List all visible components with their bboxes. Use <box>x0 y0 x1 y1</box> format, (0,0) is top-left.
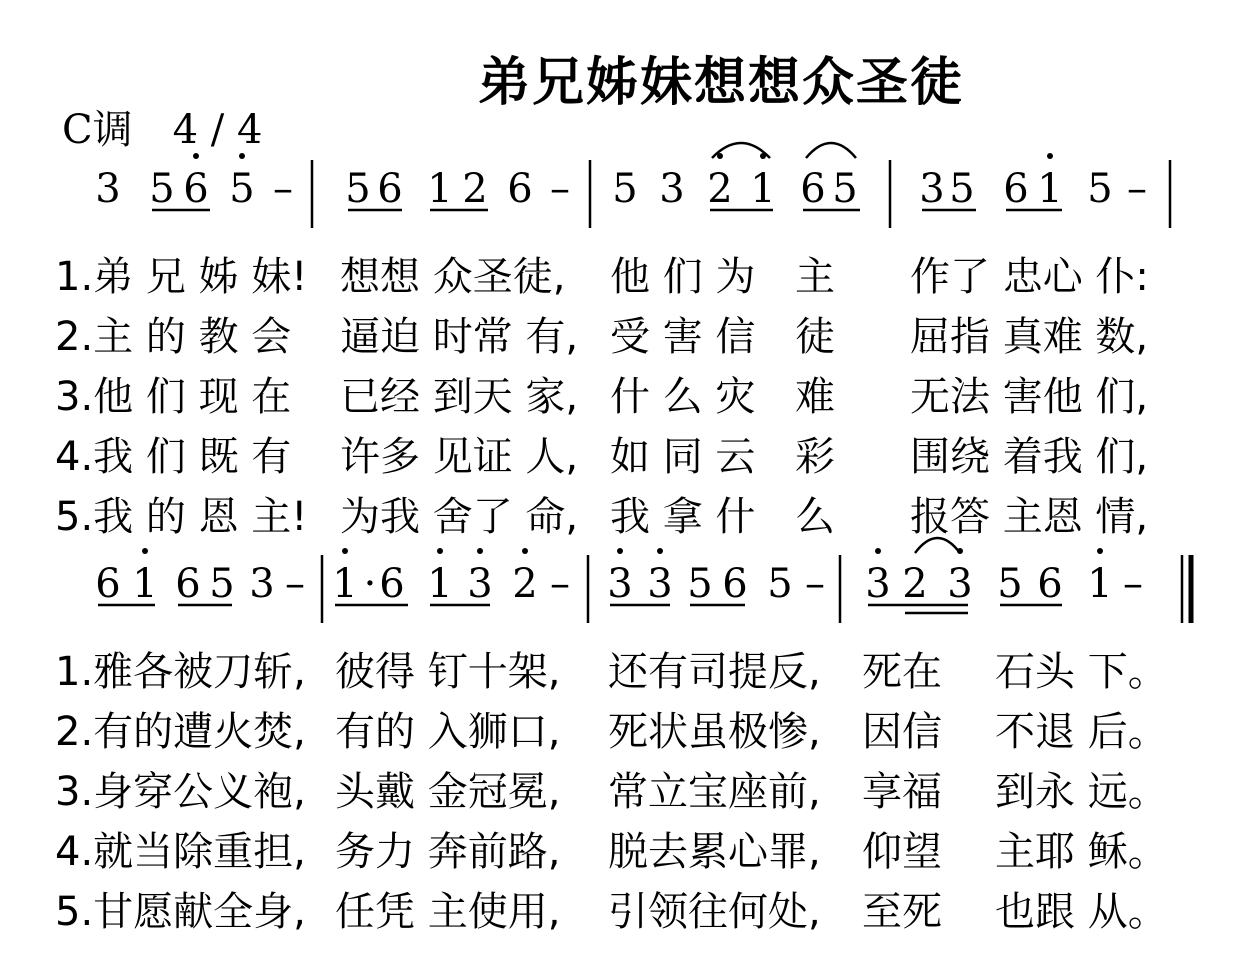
key-signature <box>62 98 262 155</box>
dash-extension: – <box>805 561 825 607</box>
song-title: 弟兄姊妹想想众圣徒 <box>478 53 965 113</box>
lyric-phrase: 已经 到天 家, <box>340 374 579 420</box>
octave-dot-high <box>1097 548 1103 554</box>
lyric-phrase: 想想 众圣徒, <box>340 254 566 300</box>
dash-extension: – <box>550 561 570 607</box>
lyric-phrase: 作了 忠心 仆: <box>910 254 1149 300</box>
lyric-phrase: 也跟 从。 <box>995 889 1168 935</box>
note: 6 <box>1003 166 1029 212</box>
octave-dot-high <box>1047 153 1053 159</box>
note: 5 <box>1087 166 1113 212</box>
note: 3 <box>659 166 685 212</box>
lyric-phrase: 到永 远。 <box>995 769 1168 815</box>
lyric-phrase: 我 拿 什 <box>610 494 756 540</box>
note: 6 <box>507 166 533 212</box>
note: 5 <box>767 561 793 607</box>
octave-dot-high <box>477 548 483 554</box>
lyric-phrase: 彼得 钉十架, <box>335 649 561 695</box>
note: 5 <box>345 166 371 212</box>
lyric-phrase: 为我 舍了 命, <box>340 494 579 540</box>
note: 5 <box>149 166 175 212</box>
lyric-phrase: 报答 主恩 情, <box>910 494 1149 540</box>
lyric-phrase: 因信 <box>862 709 942 755</box>
note: 3 <box>865 561 891 607</box>
lyric-phrase: 脱去累心罪, <box>608 829 821 875</box>
lyric-phrase: 么 <box>795 494 835 540</box>
note: 6 <box>183 166 209 212</box>
lyric-phrase: 什 么 灾 <box>610 374 756 420</box>
octave-dot-high <box>239 153 245 159</box>
note: 5 <box>209 561 235 607</box>
dash-extension: – <box>273 166 293 212</box>
note: 1 <box>132 561 158 607</box>
note: 2 <box>462 166 488 212</box>
octave-dot-high <box>193 153 199 159</box>
lyric-phrase: 至死 <box>862 889 942 935</box>
lyric-phrase: 如 同 云 <box>610 434 756 480</box>
lyric-phrase: 务力 奔前路, <box>335 829 561 875</box>
note: 6 <box>1037 561 1063 607</box>
dash-extension: – <box>285 561 305 607</box>
octave-dot-high <box>342 548 348 554</box>
lyric-phrase: 屈指 真难 数, <box>910 314 1149 360</box>
note: 5 <box>229 166 255 212</box>
octave-dot-high <box>617 548 623 554</box>
lyric-phrase: 头戴 金冠冕, <box>335 769 561 815</box>
octave-dot-high <box>522 548 528 554</box>
lyric-phrase: 1.雅各被刀斩, <box>55 649 306 695</box>
lyric-phrase: 不退 后。 <box>995 709 1168 755</box>
note: 5 <box>949 166 975 212</box>
note: 3 <box>467 561 493 607</box>
lyric-phrase: 仰望 <box>862 829 942 875</box>
lyric-phrase: 无法 害他 们, <box>910 374 1149 420</box>
note: 1 <box>750 166 776 212</box>
lyric-phrase: 围绕 着我 们, <box>910 434 1149 480</box>
lyric-phrase: 逼迫 时常 有, <box>340 314 579 360</box>
lyric-phrase: 徒 <box>795 314 835 360</box>
dash-extension: – <box>1127 166 1147 212</box>
note: 2 <box>707 166 733 212</box>
note: 6 <box>800 166 826 212</box>
note: 1 <box>427 166 453 212</box>
lyric-phrase: 3.他 们 现 在 <box>55 374 292 420</box>
time-signature: 4 / 4 <box>172 107 263 153</box>
note: 3 <box>95 166 121 212</box>
note: 6 <box>95 561 121 607</box>
note: 2 <box>512 561 538 607</box>
note: 6 <box>175 561 201 607</box>
notation-system-1 <box>0 150 1238 240</box>
lyric-phrase: 死状虽极惨, <box>608 709 821 755</box>
note: 3 <box>647 561 673 607</box>
lyric-phrase: 2.主 的 教 会 <box>55 314 292 360</box>
note: 5 <box>687 561 713 607</box>
note: 2 <box>902 561 928 607</box>
lyric-phrase: 1.弟 兄 姊 妹! <box>55 254 308 300</box>
key-label: C调 <box>62 107 133 153</box>
note: 1 <box>332 561 358 607</box>
note: 5 <box>612 166 638 212</box>
lyric-phrase: 难 <box>795 374 835 420</box>
lyric-phrase: 4.就当除重担, <box>55 829 306 875</box>
lyric-phrase: 任凭 主使用, <box>335 889 561 935</box>
lyric-phrase: 2.有的遭火焚, <box>55 709 306 755</box>
octave-dot-high <box>657 548 663 554</box>
lyric-phrase: 主 <box>795 254 835 300</box>
lyric-phrase: 常立宝座前, <box>608 769 821 815</box>
lyric-phrase: 引领往何处, <box>608 889 821 935</box>
note: 6 <box>722 561 748 607</box>
note: 3 <box>249 561 275 607</box>
lyric-phrase: 5.我 的 恩 主! <box>55 494 308 540</box>
lyric-phrase: 享福 <box>862 769 942 815</box>
note: 6 <box>379 561 405 607</box>
dash-extension: – <box>1123 561 1143 607</box>
lyric-phrase: 彩 <box>795 434 835 480</box>
lyric-phrase: 3.身穿公义袍, <box>55 769 306 815</box>
note: 1 <box>427 561 453 607</box>
lyric-phrase: 5.甘愿献全身, <box>55 889 306 935</box>
lyric-phrase: 受 害 信 <box>610 314 756 360</box>
notation-system-2 <box>0 545 1238 635</box>
note: 1 <box>1037 166 1063 212</box>
lyric-phrase: 石头 下。 <box>995 649 1168 695</box>
note: 3 <box>919 166 945 212</box>
octave-dot-high <box>437 548 443 554</box>
note: 5 <box>832 166 858 212</box>
lyric-phrase: 还有司提反, <box>608 649 821 695</box>
lyric-phrase: 主耶 稣。 <box>995 829 1168 875</box>
note: 1 <box>1087 561 1113 607</box>
lyric-phrase: 死在 <box>862 649 942 695</box>
lyric-phrase: 有的 入狮口, <box>335 709 561 755</box>
note: 3 <box>947 561 973 607</box>
lyric-phrase: 4.我 们 既 有 <box>55 434 292 480</box>
lyric-phrase: 他 们 为 <box>610 254 756 300</box>
note: 5 <box>997 561 1023 607</box>
dash-extension: – <box>550 166 570 212</box>
note: 3 <box>607 561 633 607</box>
slur-arc <box>806 143 856 158</box>
note: 6 <box>377 166 403 212</box>
octave-dot-high <box>142 548 148 554</box>
lyric-phrase: 许多 见证 人, <box>340 434 579 480</box>
octave-dot-high <box>875 548 881 554</box>
dot-augmentation: · <box>363 561 377 607</box>
